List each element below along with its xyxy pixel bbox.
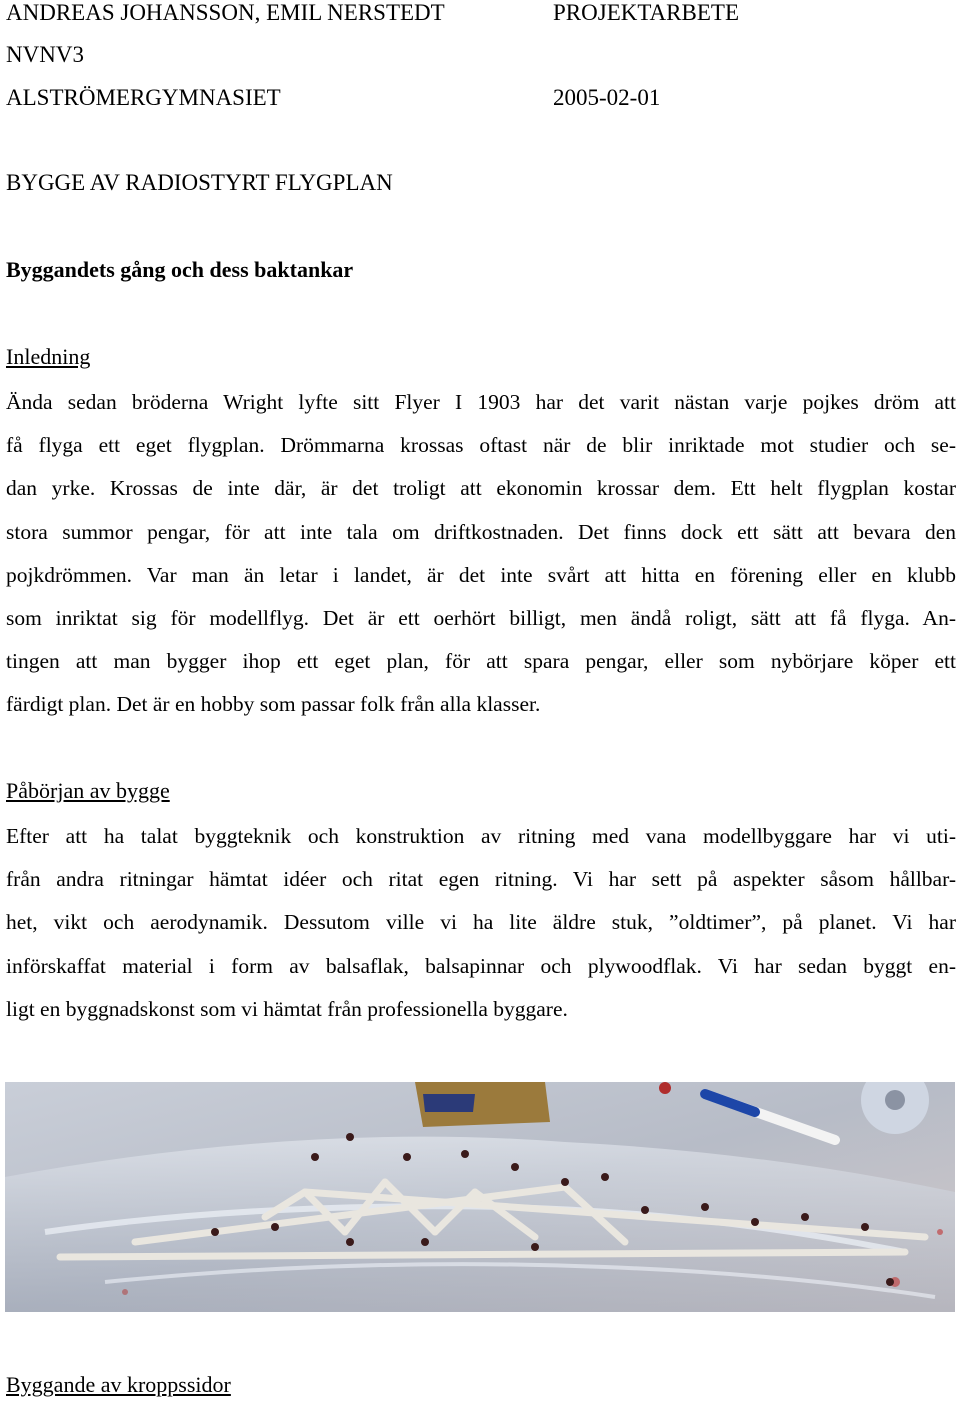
text-line: dan yrke. Krossas de inte där, är det troligt att ekonomin krossar dem. Ett helt flygplan kostar	[6, 476, 956, 501]
document-date: 2005-02-01	[553, 85, 661, 110]
text-line: färdigt plan. Det är en hobby som passar folk från alla klasser.	[6, 692, 541, 717]
paragraph-inledning	[6, 381, 956, 727]
text-line: ligt en byggnadskonst som vi hämtat från professionella byggare.	[6, 996, 568, 1021]
school-name: ALSTRÖMERGYMNASIET	[6, 85, 281, 110]
text-line: Ända sedan bröderna Wright lyfte sitt Flyer I 1903 har det varit nästan varje pojkes dröm att	[6, 390, 956, 414]
section-heading-inledning: Inledning	[6, 344, 91, 369]
text-line: stora summor pengar, för att inte tala om driftkostnaden. Det finns dock ett sätt att bevara den	[6, 519, 956, 544]
text-line: från andra ritningar hämtat idéer och ritat egen ritning. Vi har sett på aspekter såsom hållbar-	[6, 867, 956, 892]
text-line: pojkdrömmen. Var man än letar i landet, är det inte svårt att hitta en förening eller en klubb	[6, 562, 956, 587]
paragraph-paborjan	[6, 815, 956, 1031]
authors: ANDREAS JOHANSSON, EMIL NERSTEDT	[6, 0, 445, 25]
document-subtitle: Byggandets gång och dess baktankar	[6, 257, 354, 282]
class-name: NVNV3	[6, 42, 84, 67]
text-line: som inriktat sig för modellflyg. Det är ett oerhört billigt, men ändå roligt, sätt att få flyga. An-	[6, 606, 956, 631]
section-heading-paborjan: Påbörjan av bygge	[6, 778, 170, 803]
text-line: införskaffat material i form av balsaflak, balsapinnar och plywoodflak. Vi har sedan byggt en-	[6, 953, 956, 978]
document-type: PROJEKTARBETE	[553, 0, 739, 25]
text-line: het, vikt och aerodynamik. Dessutom ville vi ha lite äldre stuk, ”oldtimer”, på planet. Vi har	[6, 910, 956, 935]
document-title: BYGGE AV RADIOSTYRT FLYGPLAN	[6, 170, 393, 195]
text-line: få flyga ett eget flygplan. Drömmarna krossas oftast när de blir inriktade mot studier och se-	[6, 433, 956, 458]
construction-photo	[5, 1082, 955, 1312]
section-heading-kroppssidor: Byggande av kroppssidor	[6, 1372, 231, 1397]
text-line: Efter att ha talat byggteknik och konstruktion av ritning med vana modellbyggare har vi uti-	[6, 824, 956, 848]
text-line: tingen att man bygger ihop ett eget plan, för att spara pengar, eller som nybörjare köper ett	[6, 649, 956, 674]
